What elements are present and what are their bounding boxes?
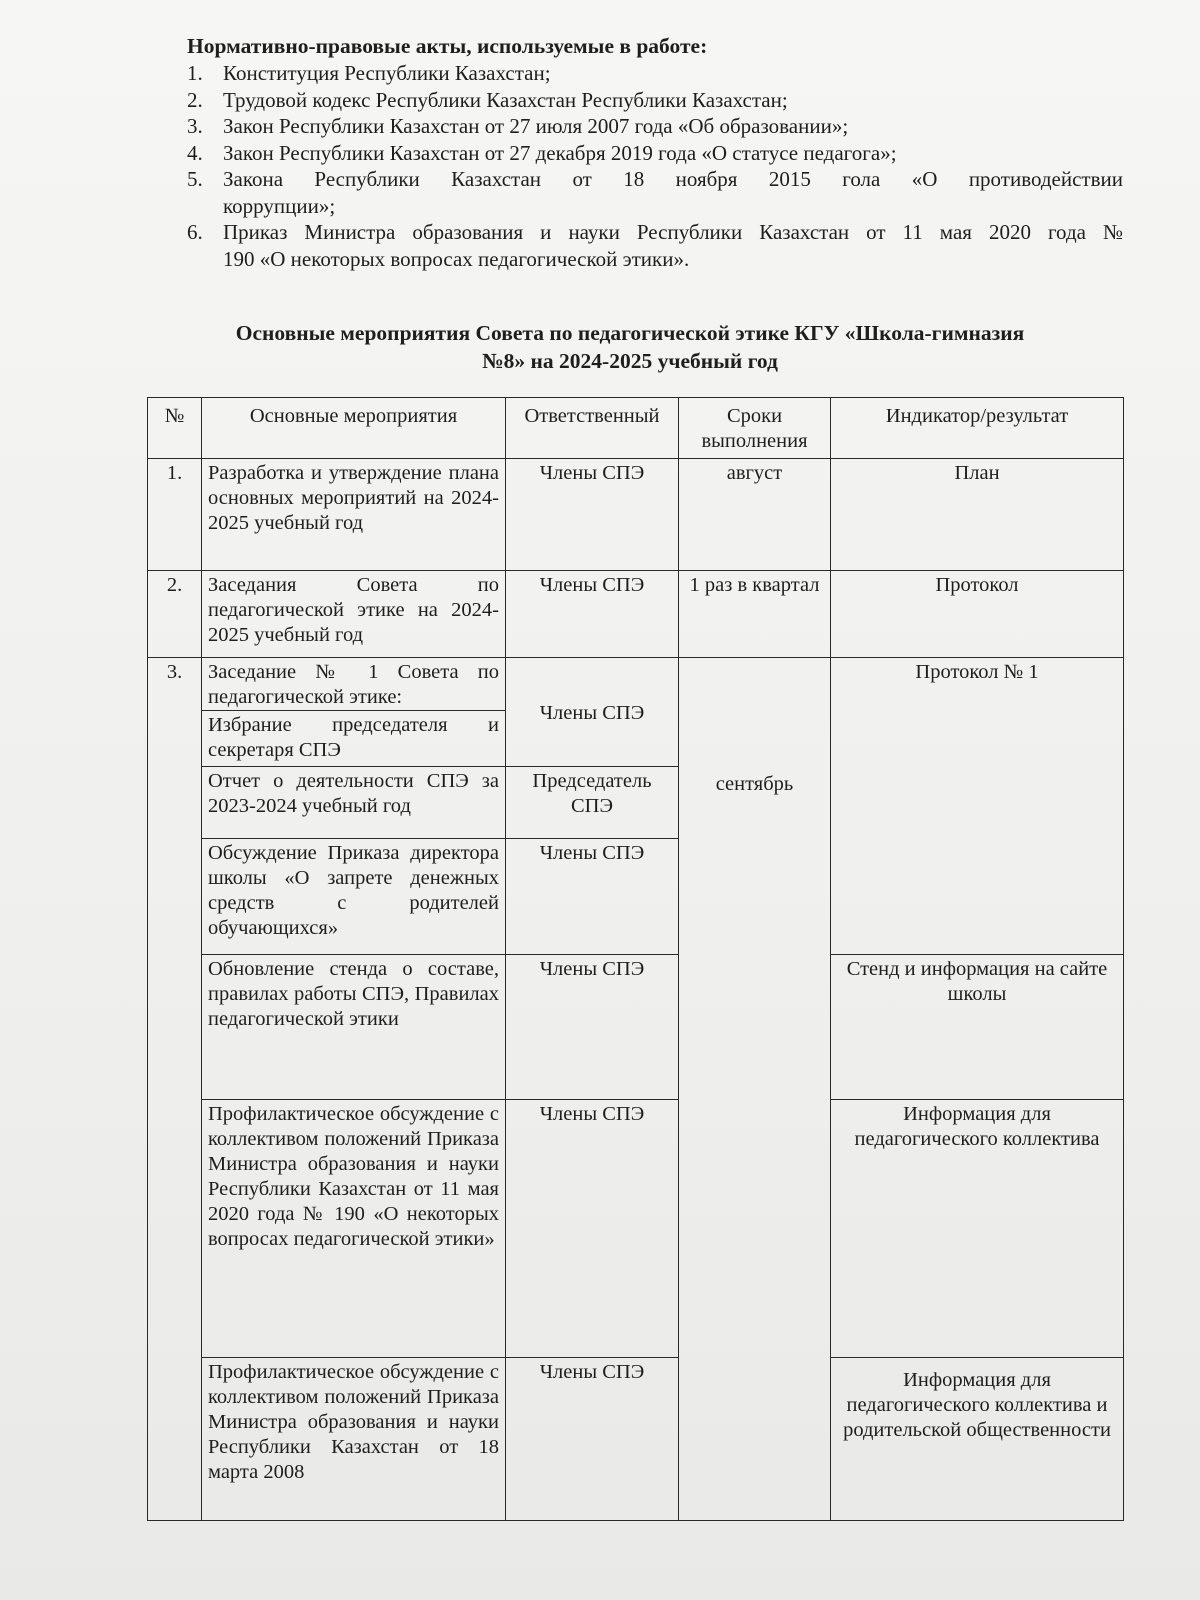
row-responsible: Члены СПЭ	[506, 955, 679, 1100]
row-result: Информация для педагогического коллектива	[831, 1100, 1124, 1358]
list-item-text-continued: коррупции»;	[223, 193, 336, 218]
table-row	[148, 571, 1124, 658]
plan-title	[150, 319, 1110, 375]
row-num: 3.	[148, 658, 202, 1521]
row-activity: Обсуждение Приказа директора школы «О запрете денежных средств с родителей обучающихся»	[202, 839, 506, 955]
list-item-number: 2.	[187, 87, 203, 112]
row-result: Протокол № 1	[831, 658, 1124, 955]
plan-title-line: №8» на 2024-2025 учебный год	[482, 349, 778, 373]
row-responsible: Члены СПЭ	[506, 1100, 679, 1358]
header-responsible: Ответственный	[506, 398, 679, 459]
list-item-number: 5.	[187, 167, 203, 191]
list-item-number: 1.	[187, 61, 203, 85]
list-item	[187, 219, 1123, 272]
row-result: Информация для педагогического коллектива и родительской общественности	[831, 1358, 1124, 1521]
list-item-number: 3.	[187, 114, 203, 138]
header-activity: Основные мероприятия	[202, 398, 506, 459]
row-result: Стенд и информация на сайте школы	[831, 955, 1124, 1100]
row-responsible: Члены СПЭ	[506, 658, 679, 767]
list-item-number: 6.	[187, 220, 203, 244]
table-row	[148, 658, 1124, 711]
row-activity: Отчет о деятельности СПЭ за 2023-2024 учебный год	[202, 767, 506, 839]
header-result: Индикатор/результат	[831, 398, 1124, 459]
row-activity: Профилактическое обсуждение с коллективом положений Приказа Министра образования и науки Республики Казахстан от 18 марта 2008	[202, 1358, 506, 1521]
list-item	[187, 87, 1123, 114]
header-num: №	[148, 398, 202, 459]
row-responsible: Члены СПЭ	[506, 1358, 679, 1521]
row-responsible: Председатель СПЭ	[506, 767, 679, 839]
row-activity: Избрание председателя и секретаря СПЭ	[202, 711, 506, 767]
table-row	[148, 1358, 1124, 1521]
list-item-text: Трудовой кодекс Республики Казахстан Республики Казахстан;	[223, 87, 788, 112]
list-item	[187, 140, 1123, 167]
plan-table	[147, 397, 1124, 1521]
list-item-text-continued: 190 «О некоторых вопросах педагогической этики».	[223, 246, 690, 271]
header-term: Сроки выполнения	[679, 398, 831, 459]
row-responsible: Члены СПЭ	[506, 571, 679, 658]
list-item	[187, 166, 1123, 219]
laws-list	[187, 60, 1123, 272]
table-row	[148, 1100, 1124, 1358]
list-item-text: Конституция Республики Казахстан;	[223, 61, 551, 85]
laws-title: Нормативно-правовые акты, используемые в работе:	[187, 34, 708, 58]
row-responsible: Члены СПЭ	[506, 839, 679, 955]
list-item-text: Закон Республики Казахстан от 27 июля 2007 года «Об образовании»;	[223, 114, 849, 138]
row-result: Протокол	[831, 571, 1124, 658]
row-num: 1.	[148, 459, 202, 571]
table-row	[148, 955, 1124, 1100]
row-term: сентябрь	[679, 658, 831, 1521]
list-item	[187, 113, 1123, 140]
row-responsible: Члены СПЭ	[506, 459, 679, 571]
plan-title-line: Основные мероприятия Совета по педагогической этике КГУ «Школа-гимназия	[235, 321, 1025, 345]
row-term: август	[679, 459, 831, 571]
row-term: 1 раз в квартал	[679, 571, 831, 658]
row-activity: Разработка и утверждение плана основных мероприятий на 2024-2025 учебный год	[202, 459, 506, 571]
list-item-text: Закона Республики Казахстан от 18 ноября 2015 гола «О противодействии	[223, 167, 1123, 191]
list-item-text: Приказ Министра образования и науки Республики Казахстан от 11 мая 2020 года №	[223, 220, 1123, 244]
row-num: 2.	[148, 571, 202, 658]
list-item	[187, 60, 1123, 87]
list-item-number: 4.	[187, 140, 203, 165]
row-activity: Профилактическое обсуждение с коллективом положений Приказа Министра образования и науки Республики Казахстан от 11 мая 2020 года № 190 «О некоторых вопросах педагогической этики»	[202, 1100, 506, 1358]
table-header-row	[148, 398, 1124, 459]
row-activity: Обновление стенда о составе, правилах работы СПЭ, Правилах педагогической этики	[202, 955, 506, 1100]
row-activity: Заседания Совета по педагогической этике на 2024-2025 учебный год	[202, 571, 506, 658]
row-result: План	[831, 459, 1124, 571]
list-item-text: Закон Республики Казахстан от 27 декабря 2019 года «О статусе педагога»;	[223, 140, 897, 165]
table-row	[148, 459, 1124, 571]
meeting-title: Заседание № 1 Совета по педагогической этике:	[202, 658, 506, 711]
